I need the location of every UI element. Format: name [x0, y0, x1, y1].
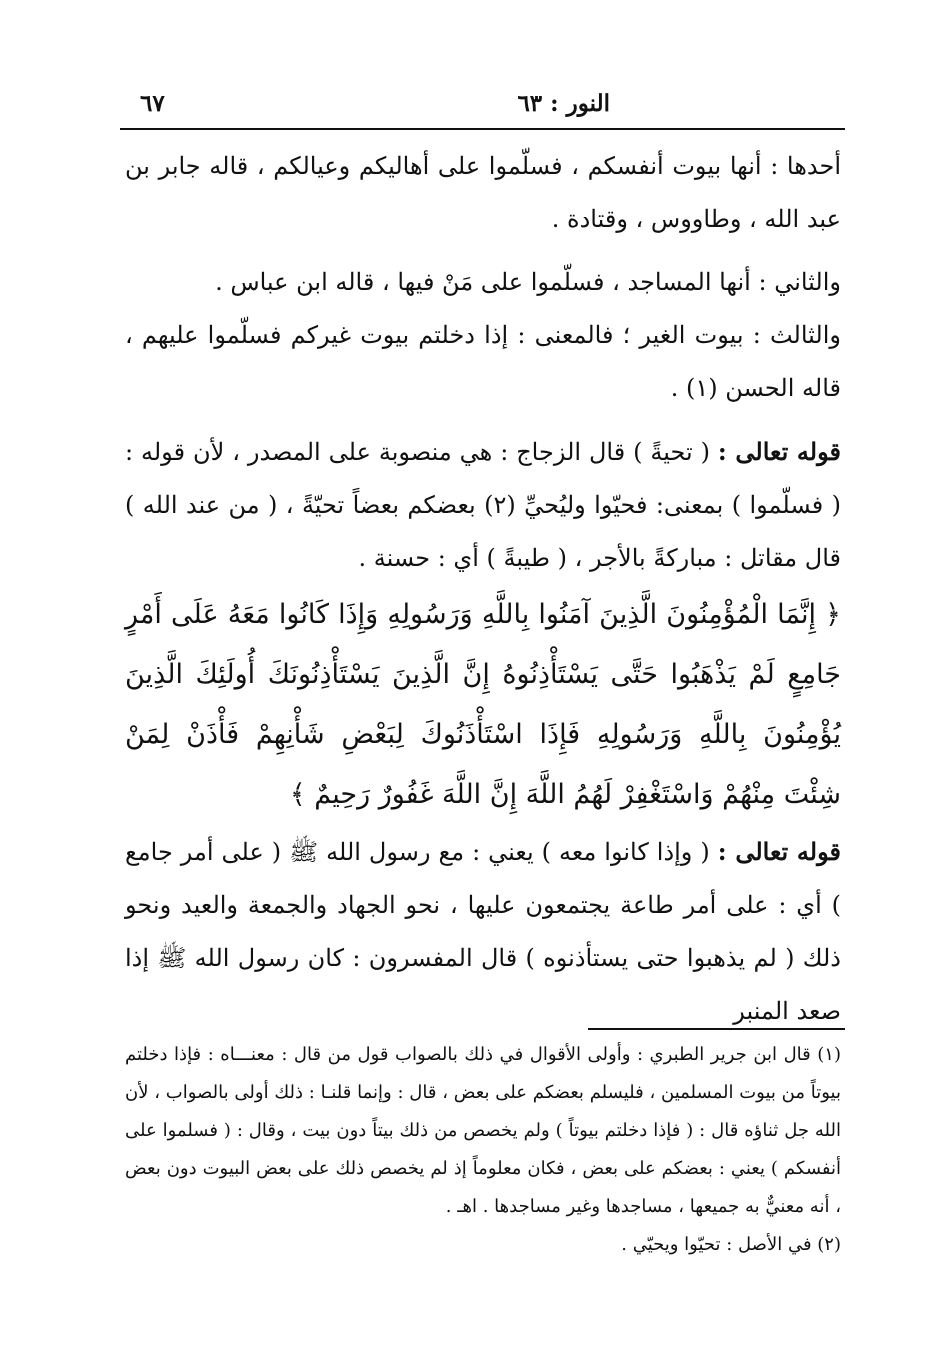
paragraph-commentary [125, 825, 841, 1038]
commentary-label: قوله تعالى : [717, 437, 841, 466]
commentary-text: ( تحيةً ) قال الزجاج : هي منصوبة على المصدر ، لأن قوله : ( فسلّموا ) بمعنى: فحيّوا وليُحيِّ (٢) بعضكم بعضاً تحيّةً ، ( من عند الله ) قال مقاتل : مباركةً بالأجر ، ( طيبةً ) أي : حسنة . [125, 438, 841, 572]
running-header [120, 88, 840, 132]
footnote-2: (٢) في الأصل : تحيّوا ويحيّي . [621, 1234, 841, 1255]
footnotes [125, 1036, 841, 1264]
paragraph-first-opinion: أحدها : أنها بيوت أنفسكم ، فسلّموا على أهاليكم وعيالكم ، قاله جابر بن عبد الله ، وطاووس ، وقتادة . [125, 152, 841, 233]
page-number: ٦٧ [140, 90, 165, 117]
quran-verse: ﴿ إِنَّمَا الْمُؤْمِنُونَ الَّذِينَ آمَنُوا بِاللَّهِ وَرَسُولِهِ وَإِذَا كَانُوا مَعَهُ عَلَى أَمْرٍ جَامِعٍ لَمْ يَذْهَبُوا حَتَّى يَسْتَأْذِنُوهُ إِنَّ الَّذِينَ يَسْتَأْذِنُونَكَ أُولَئِكَ الَّذِينَ يُؤْمِنُونَ بِاللَّهِ وَرَسُولِهِ فَإِذَا اسْتَأْذَنُوكَ لِبَعْضِ شَأْنِهِمْ فَأْذَنْ لِمَنْ شِئْتَ مِنْهُمْ وَاسْتَغْفِرْ لَهُمُ اللَّهَ إِنَّ اللَّهَ غَفُورٌ رَحِيمٌ ﴾ [125, 599, 841, 810]
surah-reference: النور : ٦٣ [517, 90, 610, 117]
footnote-1: (١) قال ابن جرير الطبري : وأولى الأقوال في ذلك بالصواب قول من قال : معنـــاه : فإذا دخلتم بيوتاً من بيوت المسلمين ، فليسلم بعضكم على بعض ، قال : وإنما قلنـا : ذلك أولى بالصواب ، لأن الله جل ثناؤه قال : ( فإذا دخلتم بيوتاً ) ولم يخصص من ذلك بيتاً دون بيت ، وقال : ( فسلموا على أنفسكم ) يعني : بعضكم على بعض ، فكان معلوماً إذ لم يخصص ذلك على بعض البيوت دون بعض ، أنه معنيٌّ به جميعها ، مساجدها وغير مساجدها . اهـ . [125, 1044, 841, 1217]
paragraph-third-opinion: والثالث : بيوت الغير ؛ فالمعنى : إذا دخلتم بيوت غيركم فسلّموا عليهم ، قاله الحسن (١) . [125, 321, 841, 402]
footnote-rule [588, 1028, 845, 1030]
commentary-label: قوله تعالى : [717, 837, 841, 866]
header-rule [120, 128, 845, 130]
main-text [125, 140, 841, 1038]
paragraph-second-opinion: والثاني : أنها المساجد ، فسلّموا على مَنْ فيها ، قاله ابن عباس . [215, 268, 841, 296]
paragraph-tahiyya [125, 425, 841, 585]
commentary-text: ( وإذا كانوا معه ) يعني : مع رسول الله ﷺ ( على أمر جامع ) أي : على أمر طاعة يجتمعون عليها ، نحو الجهاد والجمعة والعيد ونحو ذلك ( لم يذهبوا حتى يستأذنوه ) قال المفسرون : كان رسول الله ﷺ إذا صعد المنبر [125, 838, 841, 1025]
